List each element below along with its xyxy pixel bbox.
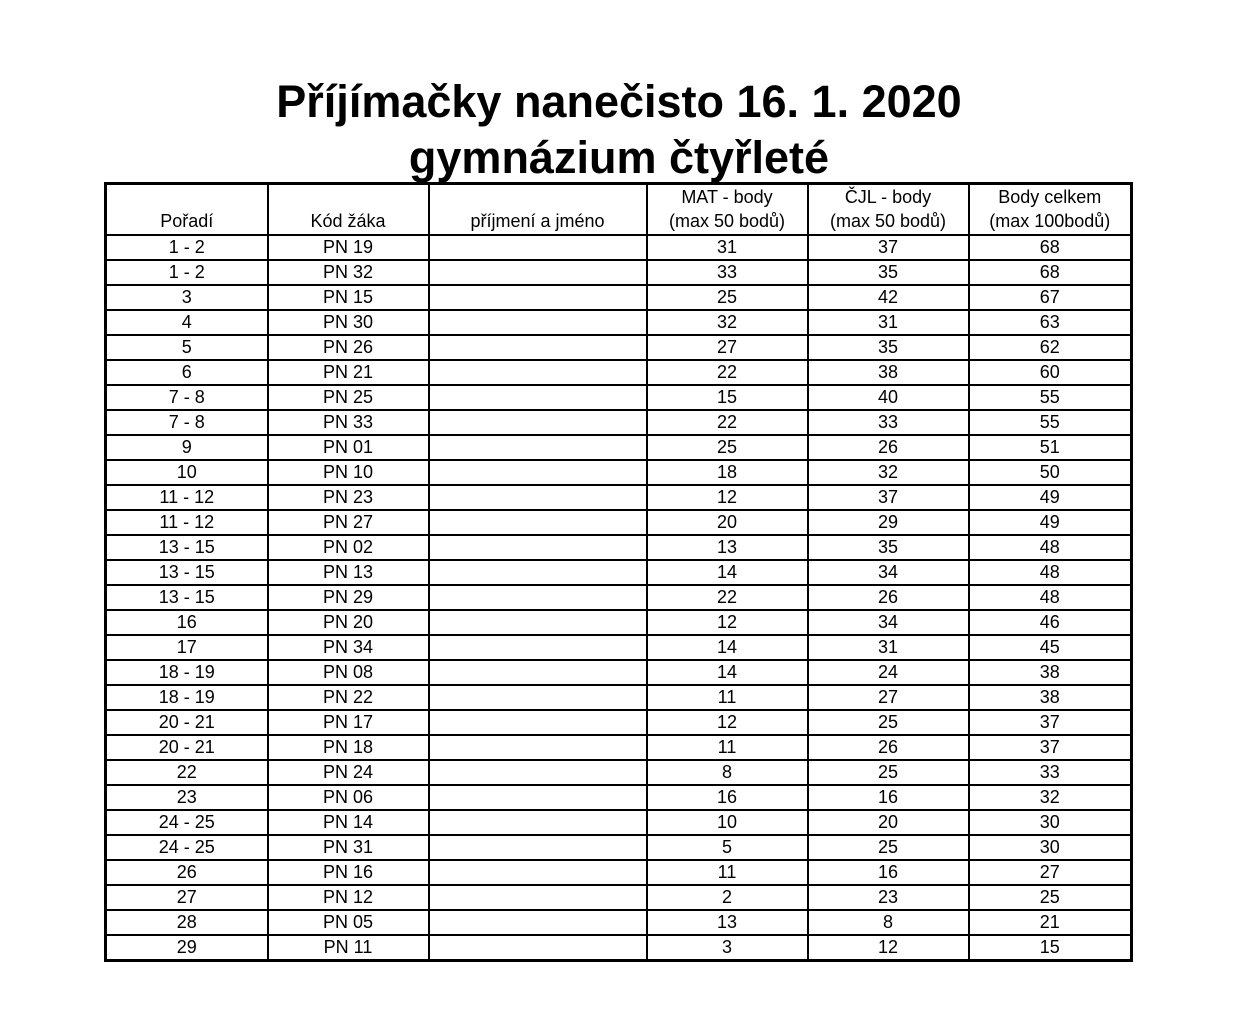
cell-student-name [429,460,647,485]
cell-student-code: PN 14 [268,810,429,835]
cell-total-points: 49 [969,510,1132,535]
table-row [106,435,1132,460]
cell-student-name [429,510,647,535]
table-row [106,735,1132,760]
cell-cjl-points: 33 [808,410,969,435]
cell-student-code: PN 32 [268,260,429,285]
table-row [106,460,1132,485]
cell-student-name [429,360,647,385]
cell-cjl-points: 31 [808,310,969,335]
cell-mat-points: 14 [647,660,808,685]
cell-cjl-points: 35 [808,260,969,285]
cell-rank: 16 [106,610,268,635]
cell-student-code: PN 18 [268,735,429,760]
cell-student-code: PN 12 [268,885,429,910]
cell-student-code: PN 10 [268,460,429,485]
cell-total-points: 48 [969,585,1132,610]
cell-total-points: 67 [969,285,1132,310]
table-row [106,910,1132,935]
cell-total-points: 37 [969,710,1132,735]
cell-mat-points: 13 [647,535,808,560]
cell-cjl-points: 31 [808,635,969,660]
table-row [106,260,1132,285]
cell-student-code: PN 23 [268,485,429,510]
cell-student-name [429,710,647,735]
cell-total-points: 63 [969,310,1132,335]
cell-student-name [429,635,647,660]
cell-total-points: 32 [969,785,1132,810]
cell-cjl-points: 26 [808,435,969,460]
cell-mat-points: 14 [647,560,808,585]
cell-mat-points: 33 [647,260,808,285]
cell-rank: 24 - 25 [106,835,268,860]
table-row [106,935,1132,961]
cell-rank: 7 - 8 [106,410,268,435]
cell-mat-points: 11 [647,860,808,885]
cell-rank: 17 [106,635,268,660]
cell-student-name [429,485,647,510]
cell-student-name [429,910,647,935]
cell-cjl-points: 12 [808,935,969,961]
cell-student-code: PN 30 [268,310,429,335]
cell-rank: 22 [106,760,268,785]
cell-rank: 3 [106,285,268,310]
cell-total-points: 27 [969,860,1132,885]
cell-student-code: PN 29 [268,585,429,610]
cell-mat-points: 31 [647,235,808,260]
cell-cjl-points: 24 [808,660,969,685]
cell-total-points: 30 [969,810,1132,835]
cell-mat-points: 14 [647,635,808,660]
cell-cjl-points: 35 [808,535,969,560]
cell-cjl-points: 26 [808,585,969,610]
cell-student-name [429,610,647,635]
header-mat-max: (max 50 bodů) [668,211,786,231]
cell-mat-points: 8 [647,760,808,785]
cell-mat-points: 15 [647,385,808,410]
cell-mat-points: 12 [647,485,808,510]
cell-cjl-points: 20 [808,810,969,835]
cell-cjl-points: 8 [808,910,969,935]
cell-student-name [429,410,647,435]
cell-total-points: 46 [969,610,1132,635]
cell-rank: 1 - 2 [106,235,268,260]
table-row [106,285,1132,310]
cell-student-name [429,935,647,961]
cell-cjl-points: 26 [808,735,969,760]
cell-rank: 24 - 25 [106,810,268,835]
cell-student-name [429,285,647,310]
table-row [106,410,1132,435]
cell-student-code: PN 08 [268,660,429,685]
cell-cjl-points: 37 [808,485,969,510]
table-row [106,785,1132,810]
cell-student-code: PN 02 [268,535,429,560]
results-table [104,182,1133,962]
table-row [106,510,1132,535]
cell-mat-points: 32 [647,310,808,335]
cell-rank: 20 - 21 [106,735,268,760]
cell-total-points: 38 [969,660,1132,685]
cell-total-points: 30 [969,835,1132,860]
cell-student-code: PN 33 [268,410,429,435]
cell-total-points: 62 [969,335,1132,360]
cell-mat-points: 2 [647,885,808,910]
cell-mat-points: 5 [647,835,808,860]
cell-total-points: 15 [969,935,1132,961]
cell-mat-points: 13 [647,910,808,935]
cell-student-name [429,335,647,360]
header-mat [647,184,808,236]
cell-student-name [429,685,647,710]
cell-rank: 4 [106,310,268,335]
cell-student-code: PN 20 [268,610,429,635]
header-cjl-label: ČJL - body [844,187,932,207]
cell-rank: 7 - 8 [106,385,268,410]
cell-total-points: 25 [969,885,1132,910]
cell-student-code: PN 16 [268,860,429,885]
cell-rank: 13 - 15 [106,585,268,610]
cell-total-points: 68 [969,235,1132,260]
cell-rank: 27 [106,885,268,910]
cell-total-points: 38 [969,685,1132,710]
table-row [106,585,1132,610]
cell-mat-points: 22 [647,585,808,610]
table-row [106,710,1132,735]
cell-rank: 13 - 15 [106,535,268,560]
cell-student-code: PN 34 [268,635,429,660]
cell-cjl-points: 35 [808,335,969,360]
cell-rank: 9 [106,435,268,460]
header-row [106,184,1132,236]
cell-student-name [429,785,647,810]
table-row [106,760,1132,785]
cell-cjl-points: 34 [808,610,969,635]
cell-rank: 23 [106,785,268,810]
cell-rank: 11 - 12 [106,485,268,510]
cell-student-code: PN 31 [268,835,429,860]
cell-mat-points: 11 [647,735,808,760]
cell-rank: 29 [106,935,268,961]
cell-student-name [429,560,647,585]
cell-student-code: PN 27 [268,510,429,535]
cell-total-points: 55 [969,410,1132,435]
cell-total-points: 60 [969,360,1132,385]
table-row [106,360,1132,385]
cell-rank: 20 - 21 [106,710,268,735]
cell-student-code: PN 21 [268,360,429,385]
cell-rank: 28 [106,910,268,935]
header-name: příjmení a jméno [429,184,647,236]
cell-mat-points: 12 [647,710,808,735]
cell-mat-points: 12 [647,610,808,635]
table-body [106,235,1132,961]
cell-rank: 13 - 15 [106,560,268,585]
cell-student-name [429,385,647,410]
cell-cjl-points: 16 [808,860,969,885]
cell-total-points: 55 [969,385,1132,410]
cell-cjl-points: 38 [808,360,969,385]
cell-total-points: 33 [969,760,1132,785]
cell-cjl-points: 27 [808,685,969,710]
header-code: Kód žáka [268,184,429,236]
cell-cjl-points: 29 [808,510,969,535]
cell-mat-points: 18 [647,460,808,485]
cell-student-name [429,535,647,560]
table-row [106,810,1132,835]
cell-mat-points: 20 [647,510,808,535]
cell-student-name [429,435,647,460]
cell-cjl-points: 16 [808,785,969,810]
cell-mat-points: 27 [647,335,808,360]
cell-cjl-points: 25 [808,835,969,860]
table-row [106,885,1132,910]
cell-student-code: PN 26 [268,335,429,360]
table-row [106,485,1132,510]
cell-student-code: PN 22 [268,685,429,710]
cell-student-name [429,810,647,835]
cell-cjl-points: 40 [808,385,969,410]
cell-student-name [429,860,647,885]
cell-student-name [429,235,647,260]
header-total-max: (max 100bodů) [989,211,1111,231]
table-row [106,310,1132,335]
table-row [106,860,1132,885]
cell-student-name [429,260,647,285]
cell-student-name [429,760,647,785]
cell-mat-points: 3 [647,935,808,961]
cell-student-name [429,835,647,860]
cell-student-name [429,735,647,760]
cell-mat-points: 22 [647,410,808,435]
header-total-label: Body celkem [998,187,1102,207]
document-title: Příjímačky nanečisto 16. 1. 2020 [276,76,962,127]
cell-rank: 26 [106,860,268,885]
header-total [969,184,1132,236]
table-row [106,385,1132,410]
cell-total-points: 68 [969,260,1132,285]
cell-total-points: 51 [969,435,1132,460]
cell-rank: 6 [106,360,268,385]
cell-total-points: 37 [969,735,1132,760]
table-row [106,560,1132,585]
cell-cjl-points: 25 [808,710,969,735]
cell-cjl-points: 25 [808,760,969,785]
cell-student-code: PN 15 [268,285,429,310]
cell-student-code: PN 11 [268,935,429,961]
table-row [106,335,1132,360]
cell-mat-points: 16 [647,785,808,810]
cell-student-code: PN 05 [268,910,429,935]
table-row [106,610,1132,635]
cell-student-code: PN 24 [268,760,429,785]
cell-mat-points: 25 [647,435,808,460]
cell-rank: 11 - 12 [106,510,268,535]
cell-total-points: 49 [969,485,1132,510]
header-rank: Pořadí [106,184,268,236]
cell-total-points: 45 [969,635,1132,660]
header-cjl [808,184,969,236]
cell-student-name [429,310,647,335]
cell-cjl-points: 32 [808,460,969,485]
cell-student-code: PN 06 [268,785,429,810]
header-cjl-max: (max 50 bodů) [829,211,947,231]
cell-mat-points: 25 [647,285,808,310]
header-mat-label: MAT - body [681,187,773,207]
cell-mat-points: 10 [647,810,808,835]
cell-cjl-points: 34 [808,560,969,585]
cell-mat-points: 11 [647,685,808,710]
cell-cjl-points: 23 [808,885,969,910]
table-row [106,535,1132,560]
cell-total-points: 48 [969,560,1132,585]
table-row [106,660,1132,685]
cell-rank: 18 - 19 [106,685,268,710]
cell-rank: 18 - 19 [106,660,268,685]
cell-total-points: 21 [969,910,1132,935]
cell-student-code: PN 19 [268,235,429,260]
table-row [106,635,1132,660]
cell-student-code: PN 25 [268,385,429,410]
cell-rank: 1 - 2 [106,260,268,285]
table-row [106,235,1132,260]
cell-cjl-points: 42 [808,285,969,310]
document-subtitle: gymnázium čtyřleté [408,132,830,183]
cell-student-name [429,885,647,910]
cell-rank: 5 [106,335,268,360]
table-row [106,685,1132,710]
cell-student-code: PN 17 [268,710,429,735]
cell-student-code: PN 13 [268,560,429,585]
cell-student-code: PN 01 [268,435,429,460]
cell-mat-points: 22 [647,360,808,385]
cell-rank: 10 [106,460,268,485]
cell-total-points: 50 [969,460,1132,485]
table-row [106,835,1132,860]
cell-total-points: 48 [969,535,1132,560]
cell-cjl-points: 37 [808,235,969,260]
cell-student-name [429,585,647,610]
cell-student-name [429,660,647,685]
